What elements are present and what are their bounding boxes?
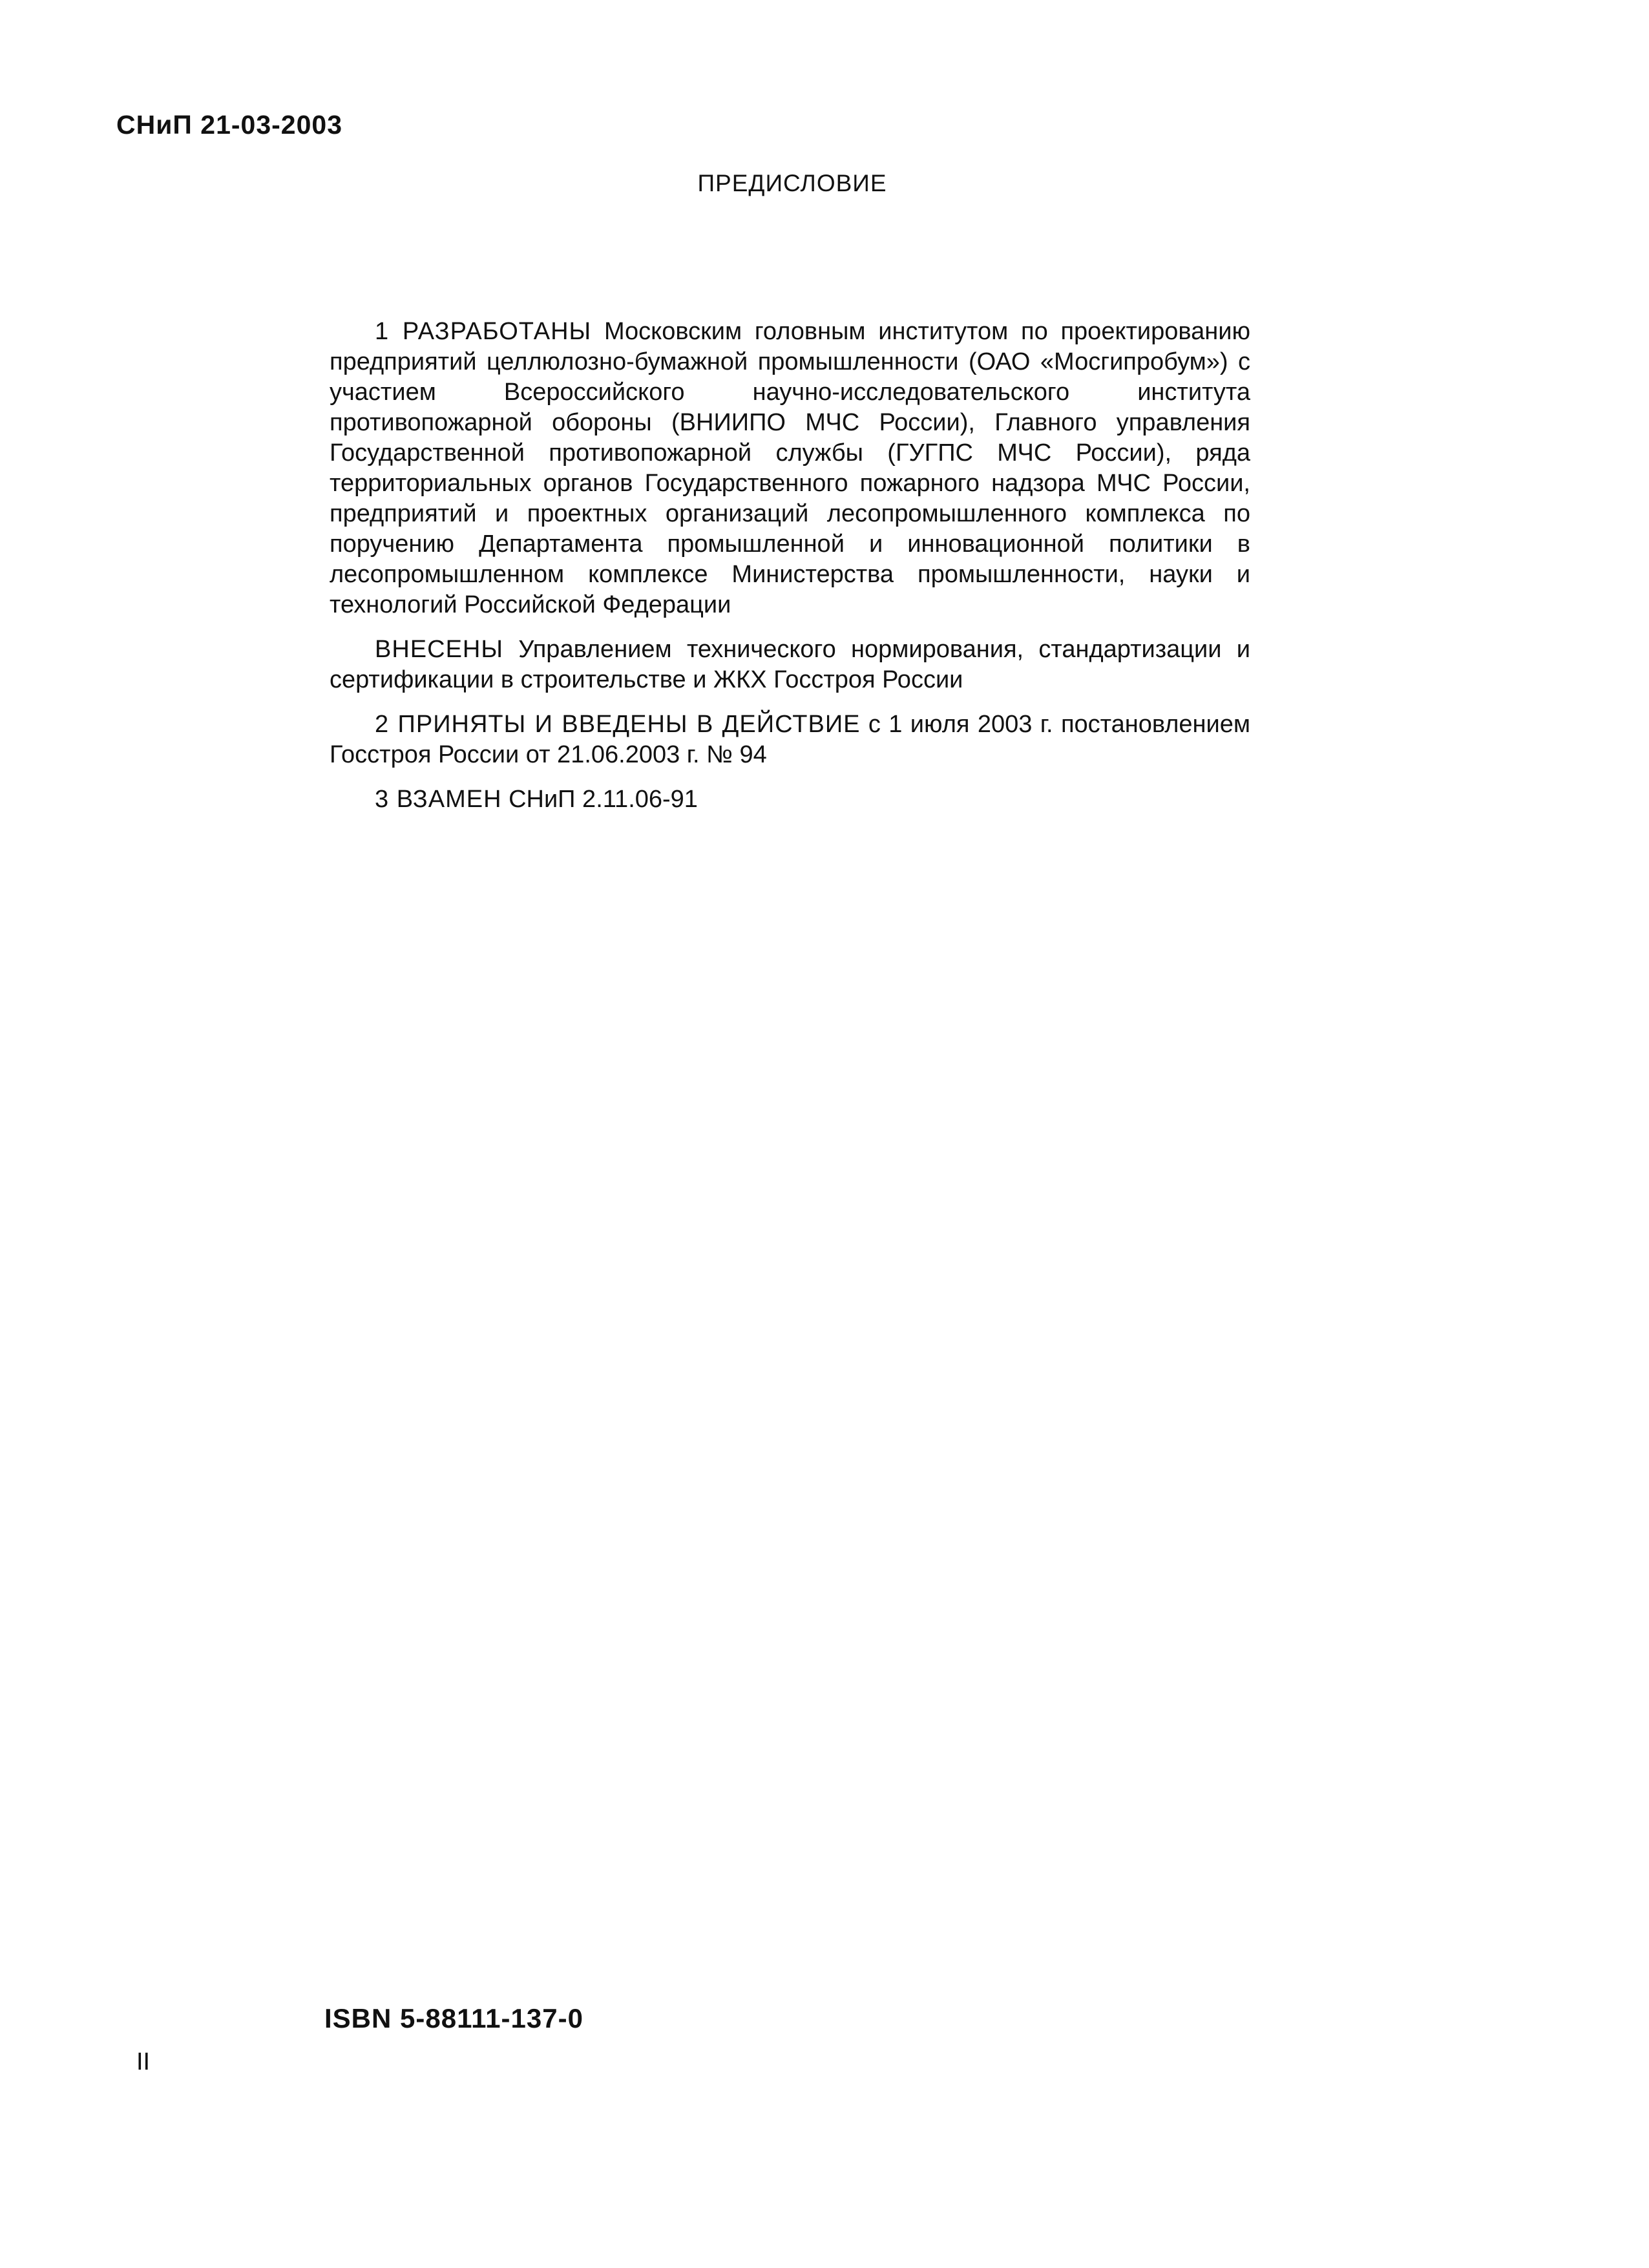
- isbn-number: ISBN 5-88111-137-0: [324, 2003, 583, 2033]
- paragraph-text: СНиП 2.11.06-91: [501, 786, 698, 813]
- preface-body: [330, 317, 1250, 829]
- paragraph-term: ВНЕСЕНЫ: [375, 636, 504, 663]
- paragraph-text: Управлением технического нормирования, стандартизации и сертификации в строительстве и ЖКХ Госстроя России: [330, 636, 1250, 693]
- paragraph-introduced: [330, 635, 1250, 695]
- paragraph-term: 1 РАЗРАБОТАНЫ: [375, 318, 592, 345]
- paragraph-replaces: [330, 784, 1250, 815]
- paragraph-term: 3 ВЗАМЕН: [375, 786, 502, 813]
- document-code: СНиП 21-03-2003: [116, 110, 343, 140]
- paragraph-text: Московским головным институтом по проектированию предприятий целлюлозно-бумажной промышленности (ОАО «Мосгипробум») с участием Всероссийского научно-исследовательского института противопожарной обороны (ВНИИПО МЧС России), Главного управления Государственной противопожарной службы (ГУГПС МЧС России), ряда территориальных органов Государственного пожарного надзора МЧС России, предприятий и проектных организаций лесопромышленного комплекса по поручению Департамента промышленной и инновационной политики в лесопромышленном комплексе Министерства промышленности, науки и технологий Российской Федерации: [330, 318, 1251, 618]
- paragraph-developed: [330, 317, 1250, 620]
- page-number: II: [136, 2048, 151, 2075]
- paragraph-term: 2 ПРИНЯТЫ И ВВЕДЕНЫ В ДЕЙСТВИЕ: [375, 711, 861, 738]
- paragraph-text: с 1 июля 2003 г. постановлением Госстроя России от 21.06.2003 г. № 94: [330, 711, 1250, 768]
- page-title: ПРЕДИСЛОВИЕ: [697, 170, 887, 196]
- paragraph-adopted: [330, 709, 1250, 770]
